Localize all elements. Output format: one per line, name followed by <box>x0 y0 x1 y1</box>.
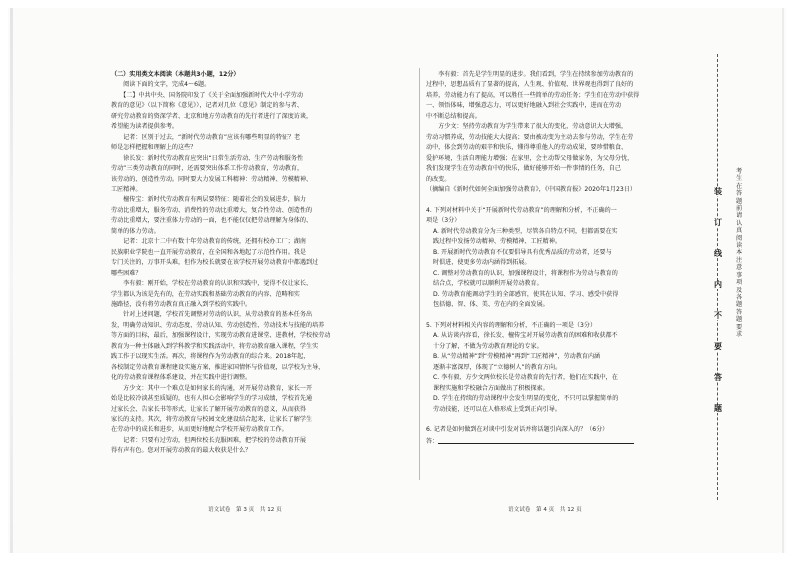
text-line: 民族职业学院也一直开展劳动教育，在全国和各地起了示范性作用。我是 <box>111 248 306 256</box>
binding-warning-text <box>712 188 724 436</box>
text-line <box>426 415 688 425</box>
text-line: 始是比较冷淡甚至质疑的，也有人担心会影响学生的学习成绩，学校首先通 <box>111 395 313 403</box>
scan-edge-shadow <box>10 8 13 553</box>
text-line: 时俱进，使更多劳动内涵得到拓展。 <box>433 259 531 267</box>
text-line: 各校制定劳动教育课程建设实施方案，推进家国情怀与价值观，以学校为主导， <box>111 363 325 371</box>
text-line: 方少文：其中一个难点是如何家长的沟通，对开展劳动教育，家长一开 <box>111 384 313 392</box>
text-line: （二）实用类文本阅读（本题共3小题，12分） <box>111 71 240 78</box>
text-line: C. 李有毅、方少文两位校长是劳动教育的先行者，他们在实践中，在 <box>433 374 618 382</box>
text-line: 工匠精神。 <box>111 185 142 193</box>
text-line: B. 从“劳动精神”到“劳模精神”再到“工匠精神”，劳动教育内涵 <box>433 353 601 361</box>
text-line: 劳动比重增大，要注重体力劳动的一面，也不能仅仅把劳动理解为身体的、 <box>111 217 313 225</box>
text-line: 教育的意见》（以下简称《意见》），记者对几位《意见》制定的参与者、 <box>111 102 303 110</box>
page-divider <box>419 68 420 480</box>
text-line: 践过程中发扬劳动精神、劳模精神、工匠精神。 <box>433 238 561 246</box>
text-line: 得有声有色。您对开展劳动教育的最大收获是什么？ <box>111 447 252 455</box>
text-line: 【二】中共中央、国务院印发了《关于全面加强新时代大中小学劳动 <box>111 91 303 99</box>
text-line: 过程中，思想品质有了显著的提高，人生观、价值观、世界观也得到了良好的 <box>426 81 634 89</box>
text-line: 家长的支持。其次，将劳动教育与校园文化建设结合起来，让家长了解学生 <box>111 415 313 423</box>
binding-char: 题 <box>714 404 722 413</box>
text-line: 践工作于以现实生活。再次，将课程作为劳动教育的综合来。2018年起， <box>111 353 310 361</box>
text-line: 檀传宝：新时代劳动教育有两层要特征：随着社会的发展进步，脑力 <box>111 196 306 204</box>
binding-notice: 考生在答题前请认真阅读本注意事项及各题答题要求 <box>736 168 743 338</box>
text-line: 李有毅：刚开始，学校在劳动教育的认识和实践中，觉得不仅让家长、 <box>111 280 313 288</box>
text-line: 简单的体力劳动。 <box>111 227 160 235</box>
text-line: 劳动习惯养成，劳动技能大大提高；要由被动变为主动去参与劳动，学生在劳 <box>426 133 634 141</box>
text-line: A. 从访谈内容看，徐长发、檀传宝对开展劳动教育的困难和收获都不 <box>433 332 618 340</box>
text-line: 研究劳动教育的资深学者、北京和地方劳动教育的先行者进行了深度访谈， <box>111 112 313 120</box>
text-line: 记者：区别于过去，“新时代劳动教育”应该有哪些明显的特征？老 <box>111 133 301 141</box>
text-line: 的改变。 <box>426 175 451 183</box>
text-line: 学生都认为该是先有的，在劳动实践和基础劳动教育的内容、范畴和实 <box>111 290 300 298</box>
text-line: 希望能为读者提供参考。 <box>111 123 179 131</box>
text-line: C. 调整对劳动教育的认识，加强课程设计，将课程作为劳动与教育的 <box>433 269 618 277</box>
text-line: D. 学生在持续的劳动课程中会发生明显的变化，不只可以掌握简单的 <box>433 395 619 403</box>
text-line: 劳动比重增大，服务劳动、消费性的劳动比重增大，复合性劳动、创造性的 <box>111 206 313 214</box>
page-4-content <box>426 70 688 480</box>
text-line: 记者：北京十二中有数十年劳动教育的传统，还拥有校办工厂；湖南 <box>111 238 306 246</box>
binding-char: 装 <box>714 187 722 196</box>
text-line: 逐渐丰富深厚，体现了“立德树人”的教育方向。 <box>433 363 562 371</box>
binding-char: 要 <box>714 342 722 351</box>
text-line: 动中，体会到劳动的艰辛和快乐，懂得尊重他人的劳动成果，要珍惜粮食、 <box>426 144 628 152</box>
text-line: （摘编自《新时代如何全面加强劳动教育》，《中国教育报》2020年1月23日） <box>426 185 636 193</box>
text-line: 化的劳动教育课程体系建设，并在实践中进行调整。 <box>111 374 252 382</box>
exam-sheet <box>8 8 786 553</box>
text-line: 在劳动中的成长和进步，从而更好地配合学校开展劳动教育工作。 <box>111 426 288 434</box>
text-line: 师是怎样把握和理解上的这些？ <box>111 144 197 152</box>
binding-char: 内 <box>714 280 722 289</box>
text-line: 等方面的目标，最后，加强课程设计，实现劳动教育进课堂、进教材，学校按劳动 <box>111 332 331 340</box>
text-line: 一、领悟体味，增强意志力，可以更好地融入到社会实践中，进而在劳动 <box>426 102 621 110</box>
binding-char: 答 <box>714 373 722 382</box>
text-line: 我们发现学生在劳动教育中的快乐，做好能够开始一件事情的任务，自己 <box>426 165 621 173</box>
binding-margin <box>701 48 756 508</box>
text-line: 5. 下列对材料相关内容的理解和分析，不正确的一项是（3分） <box>426 321 597 329</box>
text-line: 过家长会、告家长书等形式，让家长了解开展劳动教育的意义，从而获得 <box>111 405 306 413</box>
text-line: 阅读下面的文字，完成4～6题。 <box>111 81 211 89</box>
answer-blank[interactable] <box>438 436 634 444</box>
text-line: 该劳动的、创造性劳动。同时要大力发展工科精神：劳动精神、劳模精神、 <box>111 175 313 183</box>
text-line: 包括德、智、体、美、劳在内的全面发展。 <box>433 300 549 308</box>
text-line: D. 劳动教育能调动学生的全部感官，使其在认知、学习、感受中获得 <box>433 290 619 298</box>
text-line <box>426 310 688 320</box>
text-line: 李有毅：首先是学生明显的进步。我们看到，学生在持续参加劳动教育的 <box>426 71 634 78</box>
text-line: 4. 下列对材料中关于“开展新时代劳动教育”的理解和分析，不正确的一 <box>426 206 617 214</box>
text-line: 培养，劳动能力有了提高，可以胜任一些简单的劳动任务；学生们在劳动中获得 <box>426 91 640 99</box>
binding-char: 线 <box>714 249 722 258</box>
text-line: 施路径，没有将劳动教育真正融入到学校的实践中。 <box>111 300 252 308</box>
text-line: 结合点，学校就可以顺利开展劳动教育。 <box>433 280 543 288</box>
binding-char: 订 <box>714 218 722 227</box>
binding-char: 不 <box>714 311 722 320</box>
text-line: 答： <box>426 436 688 447</box>
text-line: 中不断总结和提高。 <box>426 112 481 120</box>
text-line: A. 新时代劳动教育分为三种类型，尽管各自特点不同，但都需要在实 <box>433 227 618 235</box>
text-line: 记者：只要有过劳动，但两位校长克服困难，把学校的劳动教育开展 <box>111 436 306 444</box>
text-line: B. 开展新时代劳动教育不仅要倡导具有优秀品质的劳动者，还要与 <box>433 248 612 256</box>
scan-edge-shadow-right <box>782 8 784 553</box>
text-line: 十分了解，不做为劳动教育理论的专家。 <box>433 342 543 350</box>
text-line: 方少文：坚持劳动教育为学生带来了很大的变化，劳动意识大大增强， <box>426 123 628 131</box>
text-line: 劳动”三类劳动教育的同时，还需要突出体系工作劳动教育，劳动教育， <box>111 165 304 173</box>
text-line: 教育为一种主体融入到学科教学和实践活动中，将劳动教育融入课程，学生实 <box>111 342 319 350</box>
page-3-content <box>111 70 413 480</box>
text-line: 专门关注的，万事开头难，但作为校长就要在该学校开展劳动教育中都遇到过 <box>111 259 319 267</box>
text-line <box>426 195 688 205</box>
text-line: 项是（3分） <box>426 217 461 225</box>
text-line: 课程实施和学校融合方面做出了积极探索。 <box>433 384 549 392</box>
page-4-footer: 语文试卷 第 4 页 共 12 页 <box>508 507 582 513</box>
text-line: 徐长发：新时代劳动教育应突出“日常生活劳动、生产劳动和服务性 <box>111 154 304 162</box>
text-line: 发，明确劳动知识、劳动态度、劳动认知、劳动创造性、劳动技术与技能的培养 <box>111 321 325 329</box>
text-line: 劳动技能，还可以在人格形成上受到正向引导。 <box>433 405 561 413</box>
text-line: 爱护环境，生活自理能力增强；在家里，会主动帮父母做家务，为父母分忧， <box>426 154 634 162</box>
text-line: 针对上述问题，学校首先调整对劳动的认识，从劳动教育的基本任务出 <box>111 311 313 319</box>
text-line: 6. 记者是如何做到在对谈中引发对话并将话题引向深入的？（6分） <box>426 426 609 434</box>
text-line: 哪些困难？ <box>111 269 142 277</box>
page-3-footer: 语文试卷 第 3 页 共 12 页 <box>208 507 282 513</box>
